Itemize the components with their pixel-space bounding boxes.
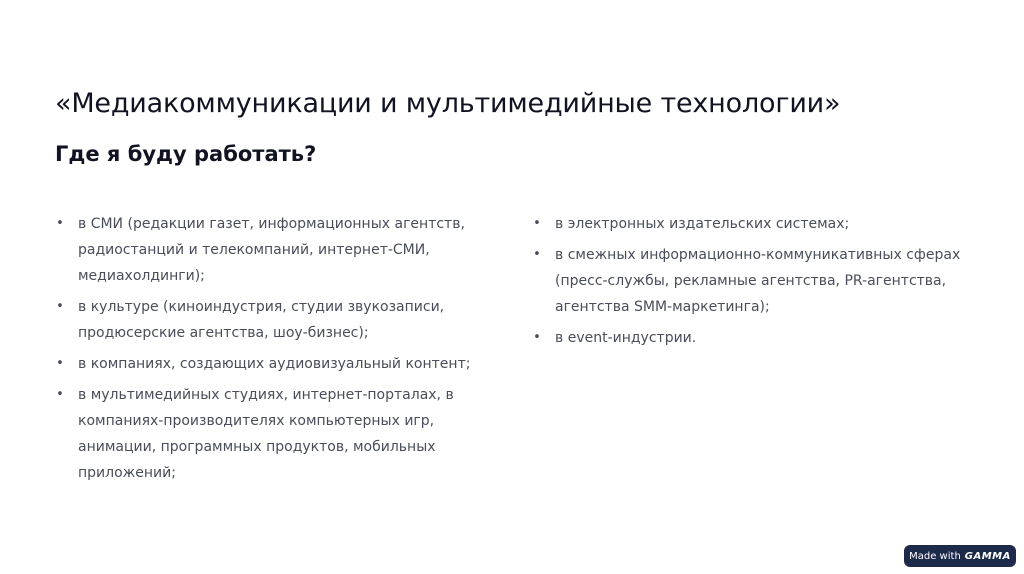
- right-bullet-list: [532, 211, 972, 351]
- slide-subtitle: Где я буду работать?: [55, 142, 317, 166]
- list-item-text: в электронных издательских системах;: [555, 216, 850, 232]
- made-with-gamma-badge[interactable]: [904, 545, 1016, 567]
- bullet-icon: •: [56, 356, 64, 371]
- list-item-text: в культуре (киноиндустрия, студии звукозаписи, продюсерские агентства, шоу-бизнес);: [78, 299, 445, 341]
- bullet-icon: •: [56, 299, 64, 314]
- list-item-text: в смежных информационно-коммуникативных сферах (пресс-службы, рекламные агентства, PR-агентства, агентства SMM-маркетинга);: [555, 247, 961, 315]
- list-item: [55, 294, 475, 346]
- list-item-text: в СМИ (редакции газет, информационных агентств, радиостанций и телекомпаний, интернет-СМИ, медиахолдинги);: [78, 216, 465, 284]
- slide-title: «Медиакоммуникации и мультимедийные технологии»: [55, 88, 841, 119]
- list-item: [55, 382, 475, 486]
- list-item: [532, 325, 972, 351]
- list-item: [532, 242, 972, 320]
- list-item: [532, 211, 972, 237]
- list-item-text: в компаниях, создающих аудиовизуальный контент;: [78, 356, 471, 372]
- list-item: [55, 351, 475, 377]
- left-column: [55, 211, 475, 491]
- badge-prefix: Made with: [909, 550, 961, 562]
- list-item-text: в мультимедийных студиях, интернет-порталах, в компаниях-производителях компьютерных игр, анимации, программных продуктов, мобильных приложений;: [78, 387, 454, 481]
- bullet-icon: •: [533, 330, 541, 345]
- bullet-icon: •: [56, 216, 64, 231]
- bullet-icon: •: [533, 216, 541, 231]
- left-bullet-list: [55, 211, 475, 486]
- right-column: [532, 211, 972, 356]
- bullet-icon: •: [533, 247, 541, 262]
- list-item-text: в event-индустрии.: [555, 330, 697, 346]
- bullet-icon: •: [56, 387, 64, 402]
- list-item: [55, 211, 475, 289]
- gamma-logo: GAMMA: [964, 550, 1011, 562]
